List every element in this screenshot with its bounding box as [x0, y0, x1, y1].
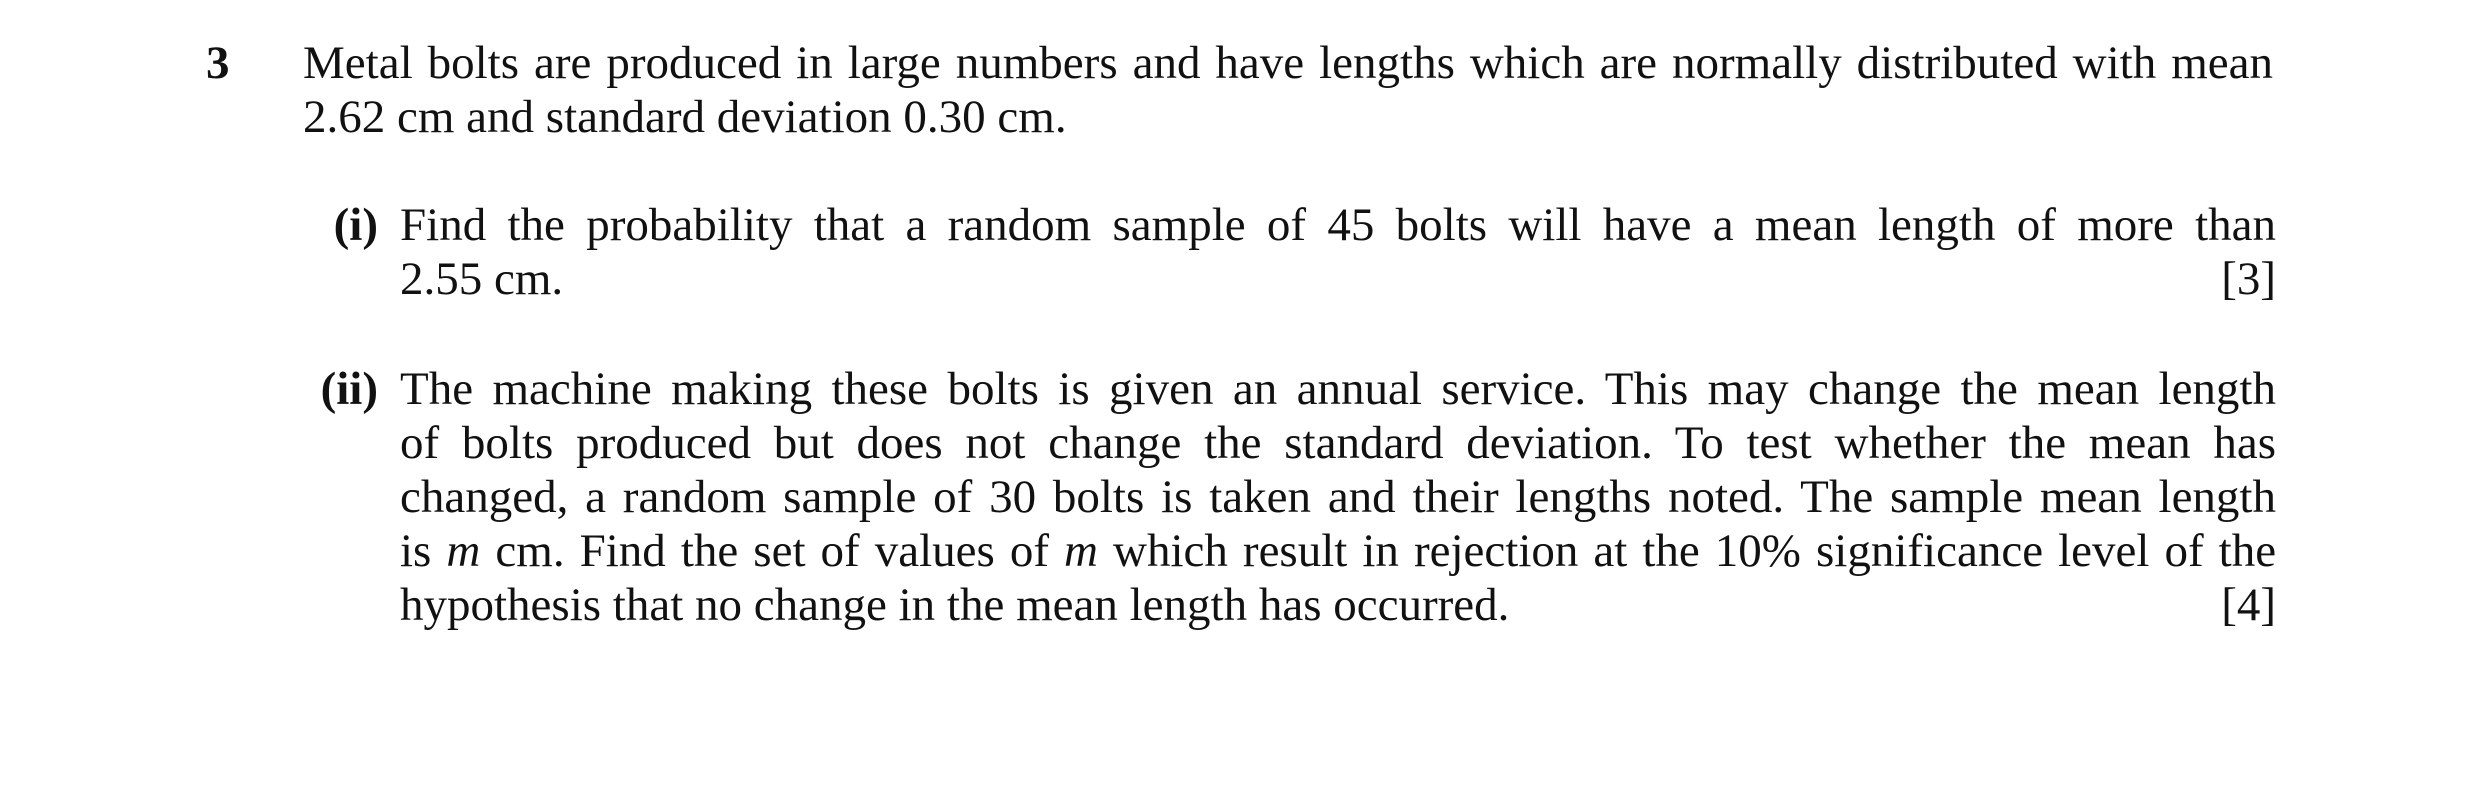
line-segment: cm. Find the set of values of: [495, 525, 1049, 577]
part-line: [400, 524, 2276, 578]
part-body: [400, 362, 2276, 632]
part-line: The machine making these bolts is given an annual service. This may change the mean length: [400, 363, 2276, 415]
part-line: of bolts produced but does not change the standard deviation. To test whether the mean has: [400, 417, 2276, 469]
question-number: 3: [206, 37, 230, 89]
marks-label: [4]: [2221, 579, 2276, 631]
part-line-text: hypothesis that no change in the mean length has occurred.: [400, 579, 1510, 631]
part-line: Find the probability that a random sample of 45 bolts will have a mean length of more than: [400, 199, 2276, 251]
part-line-text: 2.55 cm.: [400, 253, 564, 305]
part-label: (ii): [320, 363, 378, 415]
variable-m: m: [1064, 525, 1098, 577]
marks-label: [3]: [2221, 253, 2276, 305]
part-line: changed, a random sample of 30 bolts is taken and their lengths noted. The sample mean length: [400, 471, 2276, 523]
part-body: [400, 198, 2276, 306]
part-line: [400, 578, 2276, 632]
part-label: (i): [333, 199, 378, 251]
variable-m: m: [446, 525, 481, 577]
stem-line: Metal bolts are produced in large numbers and have lengths which are normally distributed with mean: [303, 37, 2273, 89]
stem-line: 2.62 cm and standard deviation 0.30 cm.: [303, 91, 1067, 143]
question-stem: [303, 36, 2273, 144]
line-prefix: is: [400, 525, 432, 577]
line-segment: which result in rejection at the 10% significance level of the: [1113, 525, 2277, 577]
part-line: [400, 252, 2276, 306]
